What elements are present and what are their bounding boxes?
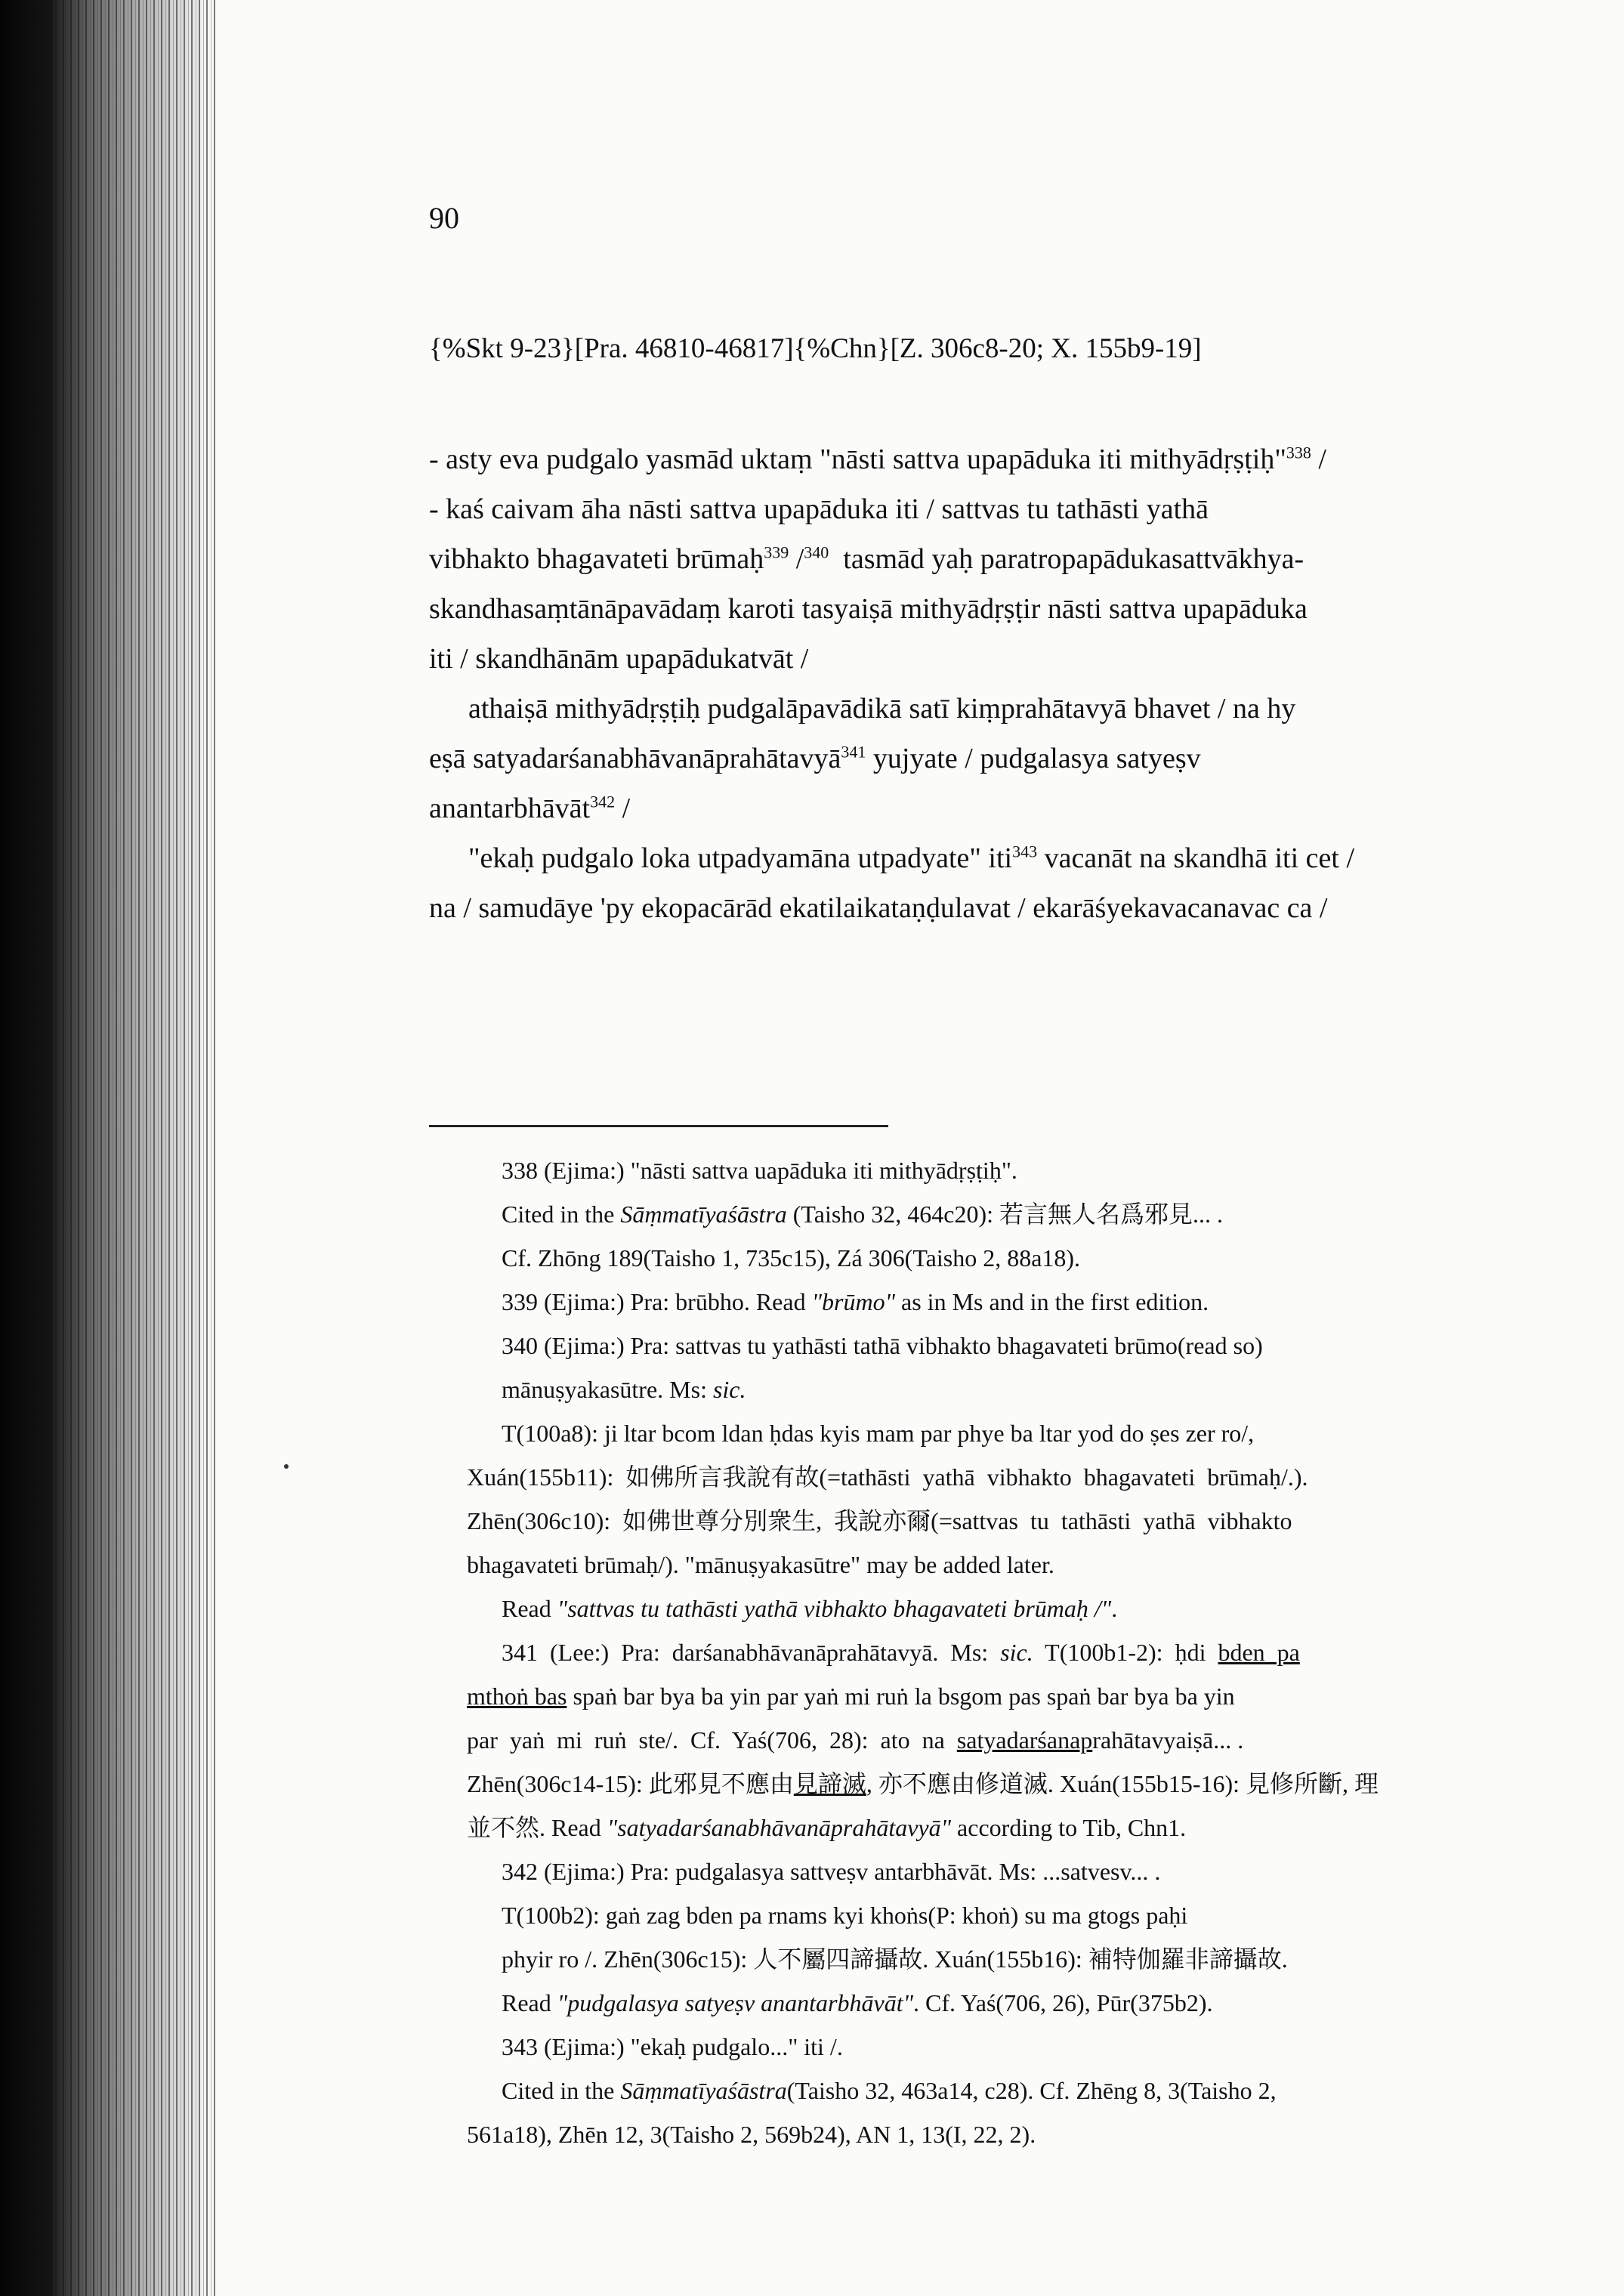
footnote-line: T(100a8): ji ltar bcom ldan ḥdas kyis mam par phye ba ltar yod do ṣes zer ro/, bbox=[502, 1420, 1255, 1447]
footnote-ref[interactable]: 343 bbox=[1012, 842, 1038, 861]
footnote-ref[interactable]: 339 bbox=[764, 542, 789, 562]
footnote-ref[interactable]: 340 bbox=[804, 542, 829, 562]
footnotes bbox=[467, 1148, 1517, 2156]
footnote-ref[interactable]: 342 bbox=[590, 792, 616, 811]
footnote-line: mthoṅ bas spaṅ bar bya ba yin par yaṅ mi ruṅ la bsgom pas spaṅ bar bya ba yin bbox=[467, 1683, 1235, 1710]
footnote-343: 343 (Ejima:) "ekaḥ pudgalo..." iti /. bbox=[502, 2033, 843, 2060]
footnote-ref[interactable]: 338 bbox=[1286, 443, 1311, 462]
text-line: iti / skandhānām upapādukatvāt / bbox=[429, 643, 809, 675]
text-line: athaiṣā mithyādṛṣṭiḥ pudgalāpavādikā satī kiṃprahātavyā bhavet / na hy bbox=[468, 693, 1296, 725]
footnote-line: Cf. Zhōng 189(Taisho 1, 735c15), Zá 306(Taisho 2, 88a18). bbox=[502, 1244, 1081, 1272]
footnote-line: phyir ro /. Zhēn(306c15): 人不屬四諦攝故. Xuán(155b16): 補特伽羅非諦攝故. bbox=[502, 1945, 1288, 1973]
footnote-divider bbox=[429, 1125, 888, 1127]
footnote-line: Xuán(155b11): 如佛所言我說有故(=tathāsti yathā vibhakto bhagavateti brūmaḥ/.). bbox=[467, 1463, 1308, 1491]
text-line: na / samudāye 'py ekopacārād ekatilaikataṇḍulavat / ekarāśyekavacanavac ca / bbox=[429, 892, 1328, 924]
footnote-line: Cited in the Sāṃmatīyaśāstra (Taisho 32, 464c20): 若言無人名爲邪見... . bbox=[502, 1201, 1224, 1228]
footnote-line: 並不然. Read "satyadarśanabhāvanāprahātavyā" according to Tib, Chn1. bbox=[467, 1814, 1187, 1841]
footnote-line: bhagavateti brūmaḥ/). "mānuṣyakasūtre" may be added later. bbox=[467, 1551, 1054, 1578]
footnote-line: Read "pudgalasya satyeṣv anantarbhāvāt". Cf. Yaś(706, 26), Pūr(375b2). bbox=[502, 1989, 1213, 2016]
main-text bbox=[429, 434, 1517, 933]
scan-speck bbox=[284, 1464, 289, 1469]
footnote-338: 338 (Ejima:) "nāsti sattva uapāduka iti mithyādṛṣṭiḥ". bbox=[502, 1157, 1017, 1184]
source-reference: {%Skt 9-23}[Pra. 46810-46817]{%Chn}[Z. 306c8-20; X. 155b9-19] bbox=[429, 333, 1202, 364]
text-line: anantarbhāvāt$^{342}$ / bbox=[429, 792, 631, 824]
footnote-line: Zhēn(306c14-15): 此邪見不應由見諦滅, 亦不應由修道滅. Xuán(155b15-16): 見修所斷, 理 bbox=[467, 1770, 1379, 1797]
text-line: vibhakto bhagavateti brūmaḥ$^{339}$ /$^{340}$ tasmād yaḥ paratropapādukasattvākhya- bbox=[429, 542, 1304, 575]
text-line: - asty eva pudgalo yasmād uktaṃ "nāsti sattva upapāduka iti mithyādṛṣṭiḥ"$^{338}$ / bbox=[429, 443, 1326, 475]
footnote-line: Cited in the Sāṃmatīyaśāstra(Taisho 32, 463a14, c28). Cf. Zhēng 8, 3(Taisho 2, bbox=[502, 2077, 1277, 2104]
footnote-ref[interactable]: 341 bbox=[841, 742, 866, 762]
footnote-342: 342 (Ejima:) Pra: pudgalasya sattveṣv antarbhāvāt. Ms: ...satvesv... . bbox=[502, 1858, 1161, 1885]
footnote-line: 561a18), Zhēn 12, 3(Taisho 2, 569b24), AN 1, 13(I, 22, 2). bbox=[467, 2121, 1036, 2148]
footnote-341: 341 (Lee:) Pra: darśanabhāvanāprahātavyā. Ms: sic. T(100b1-2): ḥdi bden pa bbox=[502, 1639, 1300, 1666]
text-line: eṣā satyadarśanabhāvanāprahātavyā$^{341}$ yujyate / pudgalasya satyeṣv bbox=[429, 742, 1201, 774]
text-line: "ekaḥ pudgalo loka utpadyamāna utpadyate" iti$^{343}$ vacanāt na skandhā iti cet / bbox=[468, 842, 1355, 874]
footnote-line: Zhēn(306c10): 如佛世尊分別衆生, 我說亦爾(=sattvas tu tathāsti yathā vibhakto bbox=[467, 1507, 1292, 1534]
footnote-line: mānuṣyakasūtre. Ms: sic. bbox=[502, 1376, 746, 1403]
footnote-line: T(100b2): gaṅ zag bden pa rnams kyi khoṅs(P: khoṅ) su ma gtogs paḥi bbox=[502, 1902, 1188, 1929]
scan-gutter-edge bbox=[0, 0, 53, 2296]
footnote-340: 340 (Ejima:) Pra: sattvas tu yathāsti tathā vibhakto bhagavateti brūmo(read so) bbox=[502, 1332, 1263, 1359]
footnote-339: 339 (Ejima:) Pra: brūbho. Read "brūmo" as in Ms and in the first edition. bbox=[502, 1288, 1209, 1315]
text-line: - kaś caivam āha nāsti sattva upapāduka iti / sattvas tu tathāsti yathā bbox=[429, 493, 1209, 525]
page-number: 90 bbox=[429, 201, 459, 235]
footnote-line: Read "sattvas tu tathāsti yathā vibhakto bhagavateti brūmaḥ /". bbox=[502, 1595, 1118, 1622]
text-line: skandhasaṃtānāpavādaṃ karoti tasyaiṣā mithyādṛṣṭir nāsti sattva upapāduka bbox=[429, 593, 1308, 625]
footnote-line: par yaṅ mi ruṅ ste/. Cf. Yaś(706, 28): ato na satyadarśanaprahātavyaiṣā... . bbox=[467, 1726, 1244, 1754]
